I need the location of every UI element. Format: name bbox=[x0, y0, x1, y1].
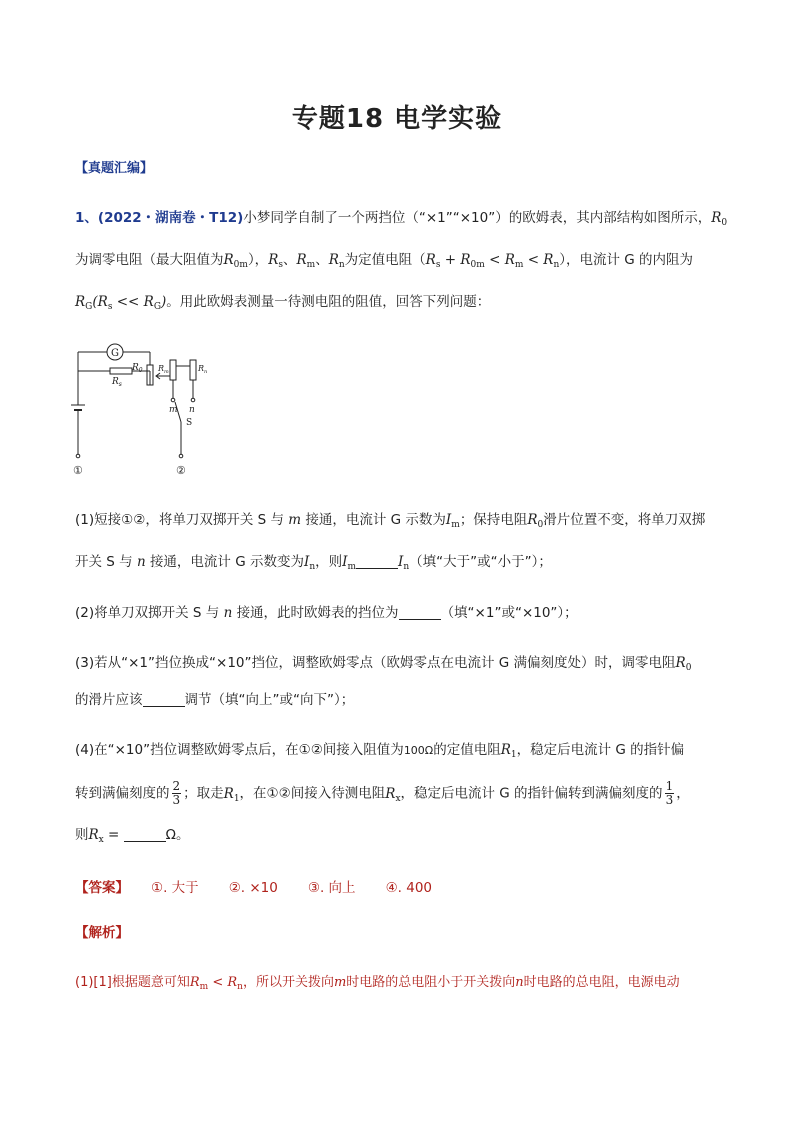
analysis-text-part: 时电路的总电阻小于开关拨向 bbox=[346, 975, 516, 990]
question-text: 小梦同学自制了一个两挡位（“×1”“×10”）的欧姆表，其内部结构如图所示， bbox=[243, 210, 712, 226]
question-text: ）， bbox=[247, 252, 269, 268]
label-rn: $R_n$ bbox=[198, 364, 208, 375]
question-text: ，则 bbox=[315, 554, 343, 570]
analysis-text-part: 时电路的总电阻，电源电动 bbox=[523, 975, 680, 990]
question-number: 1、 bbox=[75, 210, 98, 226]
answer-item: ④. 400 bbox=[385, 880, 433, 896]
question-text: (3)若从“×1”挡位换成“×10”挡位，调整欧姆零点（欧姆零点在电流计 G 满偏刻度处）时，调零电阻 bbox=[75, 655, 676, 671]
symbol-r0: $R_0$ bbox=[527, 512, 544, 530]
answer-item: ②. ×10 bbox=[228, 880, 278, 896]
symbol-rx: $R_x$ bbox=[385, 785, 401, 804]
question-text: ），电流计 G 的内阻为 bbox=[559, 252, 694, 268]
question-text: 转到满偏刻度的 bbox=[75, 785, 170, 802]
question-source: (2022・湖南卷・T12) bbox=[97, 210, 244, 226]
galvanometer-label: G bbox=[111, 348, 119, 359]
question-text: ，稳定后电流计 G 的指针偏 bbox=[516, 742, 685, 758]
sub-question-4-line-1 bbox=[75, 740, 724, 765]
section-heading: 【真题汇编】 bbox=[75, 161, 154, 176]
sub-question-3-line-1 bbox=[75, 653, 724, 678]
question-text: 的滑片应该 bbox=[75, 692, 143, 708]
question-text: ，在①②间接入待测电阻 bbox=[239, 785, 386, 802]
resistance-value: 100Ω bbox=[403, 744, 434, 757]
symbol-rx: $R_x$ = bbox=[88, 827, 124, 845]
label-rs: $R_s$ bbox=[112, 377, 122, 388]
symbol-m: m bbox=[283, 512, 306, 528]
symbol-rg-condition: $R_G(R_s << R_G)$ bbox=[75, 294, 167, 312]
answer-line bbox=[75, 876, 462, 896]
question-text: ；取走 bbox=[183, 785, 224, 802]
question-text: 。用此欧姆表测量一待测电阻的阻值，回答下列问题： bbox=[166, 294, 491, 310]
analysis-label: 【解析】 bbox=[75, 925, 129, 941]
analysis-text-part: ，所以开关拨向 bbox=[242, 975, 334, 990]
sub-question-2 bbox=[75, 603, 724, 623]
symbol-r1: $R_1$ bbox=[500, 742, 517, 760]
symbol-rm-lt-rn: $R_m < R_n$ bbox=[189, 975, 243, 992]
question-text: 为调零电阻（最大阻值为 bbox=[75, 252, 224, 268]
symbol-n: n bbox=[132, 554, 150, 570]
question-text: （填“大于”或“小于”）； bbox=[409, 554, 552, 570]
question-text: 调节（填“向上”或“向下”）； bbox=[184, 692, 355, 708]
question-text: (2)将单刀双掷开关 S 与 bbox=[75, 605, 220, 621]
page-title: 专题18 电学实验 bbox=[291, 104, 503, 134]
symbol-in: $I_n$ bbox=[303, 554, 316, 572]
analysis-text bbox=[75, 971, 680, 992]
circuit-diagram bbox=[70, 340, 230, 480]
question-text: ；保持电阻 bbox=[459, 512, 528, 528]
symbol-n: n bbox=[515, 975, 524, 990]
inequality-expression: $R_s + R_{0m} < R_m < R_n$ bbox=[425, 252, 560, 270]
analysis-text-part: (1)[1]根据题意可知 bbox=[75, 975, 190, 990]
sub-question-1-line-1 bbox=[75, 510, 724, 535]
question-1-line-1 bbox=[75, 208, 728, 233]
label-m: m bbox=[169, 405, 178, 415]
fraction-two-thirds: $\frac{2}{3}$ bbox=[172, 779, 181, 807]
symbol-m: m bbox=[333, 975, 347, 990]
symbol-r1: $R_1$ bbox=[223, 785, 240, 804]
symbol-rn: $R_n$ bbox=[328, 252, 345, 270]
label-r0: $R_0$ bbox=[132, 363, 143, 374]
sub-question-4-line-3 bbox=[75, 825, 724, 850]
question-text: 滑片位置不变，将单刀双掷 bbox=[543, 512, 706, 528]
symbol-im: $I_m$ bbox=[445, 512, 460, 530]
label-rm: $R_m$ bbox=[158, 364, 169, 375]
question-text: (4)在“×10”挡位调整欧姆零点后，在①②间接入阻值为 bbox=[75, 742, 404, 758]
symbol-in: $I_n$ bbox=[398, 554, 410, 572]
question-1-line-3 bbox=[75, 292, 724, 317]
terminal-2-label: ② bbox=[176, 464, 186, 477]
symbol-r0: $R_0$ bbox=[711, 210, 728, 228]
question-text: Ω。 bbox=[165, 827, 190, 843]
fraction-one-third: $\frac{1}{3}$ bbox=[665, 779, 674, 807]
question-text: 为定值电阻（ bbox=[344, 252, 426, 268]
answer-label: 【答案】 bbox=[75, 880, 129, 896]
question-1-line-2: 为调零电阻（最大阻值为$R_{0m}$），$R_s$、$R_m$、$R_n$为定值电阻$(R_s + R_{0m} < R_m < R_n)$，电流计 G 的内阻为 bbox=[75, 252, 694, 270]
answer-blank-1 bbox=[356, 554, 398, 569]
terminal-1-label: ① bbox=[73, 464, 83, 477]
question-text: 接通，此时欧姆表的挡位为 bbox=[236, 605, 399, 621]
label-switch: S bbox=[186, 418, 193, 428]
answer-blank-4 bbox=[124, 827, 166, 842]
answer-blank-3 bbox=[143, 692, 185, 707]
symbol-im: $I_m$ bbox=[342, 554, 357, 572]
answer-item: ③. 向上 bbox=[307, 880, 356, 896]
question-text: 接通，电流计 G 示数变为 bbox=[149, 554, 304, 570]
question-text: ， bbox=[676, 785, 690, 802]
question-text: 的定值电阻 bbox=[433, 742, 501, 758]
question-text: 接通，电流计 G 示数为 bbox=[305, 512, 446, 528]
symbol-rs: $R_s$ bbox=[268, 252, 283, 270]
question-text: ，稳定后电流计 G 的指针偏转到满偏刻度的 bbox=[400, 785, 663, 802]
symbol-n: n bbox=[219, 605, 237, 621]
sub-question-1-line-2 bbox=[75, 552, 724, 577]
question-text: 开关 S 与 bbox=[75, 554, 133, 570]
question-text: 则 bbox=[75, 827, 89, 843]
symbol-rm: $R_m$ bbox=[296, 252, 316, 270]
symbol-r0: $R_0$ bbox=[675, 655, 692, 673]
question-text: （填“×1”或“×10”）； bbox=[440, 605, 578, 621]
label-n: n bbox=[189, 405, 195, 415]
sub-question-4-line-2 bbox=[75, 780, 724, 809]
answer-blank-2 bbox=[399, 605, 441, 620]
symbol-r0m: $R_{0m}$ bbox=[223, 252, 248, 270]
question-text: (1)短接①②，将单刀双掷开关 S 与 bbox=[75, 512, 284, 528]
sub-question-3-line-2 bbox=[75, 690, 724, 710]
answer-item: ①. 大于 bbox=[151, 880, 199, 896]
